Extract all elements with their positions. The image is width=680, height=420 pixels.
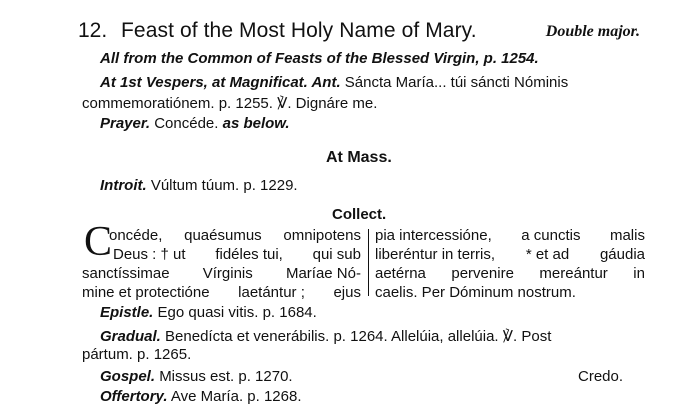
collect-left-line-2: Deus : † ut fidéles tui, qui sub bbox=[113, 246, 361, 263]
introit-text: Vúltum túum. p. 1229. bbox=[150, 177, 298, 194]
collect-heading: Collect. bbox=[332, 206, 387, 223]
introit-label: Introit. bbox=[100, 177, 147, 194]
gradual-label: Gradual. bbox=[100, 328, 161, 345]
feast-title-row bbox=[78, 17, 648, 47]
collect-right-line-2: liberéntur in terris, * et ad gáudia bbox=[375, 246, 645, 263]
collect-right-column bbox=[375, 226, 645, 302]
offertory-label: Offertory. bbox=[100, 388, 168, 405]
collect-right-line-1: pia intercessióne, a cunctis malis bbox=[375, 227, 645, 244]
credo-note: Credo. bbox=[578, 368, 624, 385]
column-divider bbox=[368, 229, 369, 296]
gradual-text-1: Benedícta et venerábilis. p. 1264. Allelúia, allelúia. ℣. Post bbox=[165, 328, 552, 345]
collect-left-line-4: mine et protectióne laetántur ; ejus bbox=[82, 284, 361, 301]
collect-drop-cap: C bbox=[84, 219, 113, 265]
gospel-line bbox=[100, 368, 293, 385]
gospel-label: Gospel. bbox=[100, 368, 156, 385]
prayer-text: Concéde. bbox=[154, 115, 219, 132]
epistle-label: Epistle. bbox=[100, 304, 154, 321]
common-note: All from the Common of Feasts of the Blessed Virgin, p. 1254. bbox=[100, 50, 539, 67]
epistle-line bbox=[100, 304, 317, 321]
gospel-text: Missus est. p. 1270. bbox=[159, 368, 293, 385]
vespers-label: At 1st Vespers, at Magnificat. Ant. bbox=[100, 74, 341, 91]
collect-right-line-4: caelis. Per Dóminum nostrum. bbox=[375, 284, 576, 301]
feast-number: 12. bbox=[78, 19, 108, 42]
mass-heading: At Mass. bbox=[326, 149, 392, 166]
introit-line bbox=[100, 177, 298, 194]
gradual-line-1 bbox=[100, 327, 551, 345]
gradual-line-2: pártum. p. 1265. bbox=[82, 346, 192, 363]
prayer-note: as below. bbox=[222, 115, 290, 132]
feast-title: Feast of the Most Holy Name of Mary. bbox=[121, 19, 477, 42]
collect-right-line-3: aetérna pervenire mereántur in bbox=[375, 265, 645, 282]
offertory-text: Ave María. p. 1268. bbox=[170, 388, 302, 405]
offertory-line bbox=[100, 388, 302, 405]
vespers-text-1: Sáncta María... túi sáncti Nóminis bbox=[344, 74, 569, 91]
prayer-label: Prayer. bbox=[100, 115, 151, 132]
collect-left-column bbox=[82, 226, 361, 302]
prayer-line bbox=[100, 115, 290, 132]
vespers-line-2: commemoratiónem. p. 1255. ℣. Dignáre me. bbox=[82, 95, 378, 112]
collect-left-line-3: sanctíssimae Vírginis Maríae Nó- bbox=[82, 265, 361, 282]
collect-left-line-1: oncéde, quaésumus omnipotens bbox=[109, 227, 361, 244]
epistle-text: Ego quasi vitis. p. 1684. bbox=[157, 304, 317, 321]
vespers-line-1 bbox=[100, 74, 568, 91]
feast-rank: Double major. bbox=[545, 23, 640, 40]
